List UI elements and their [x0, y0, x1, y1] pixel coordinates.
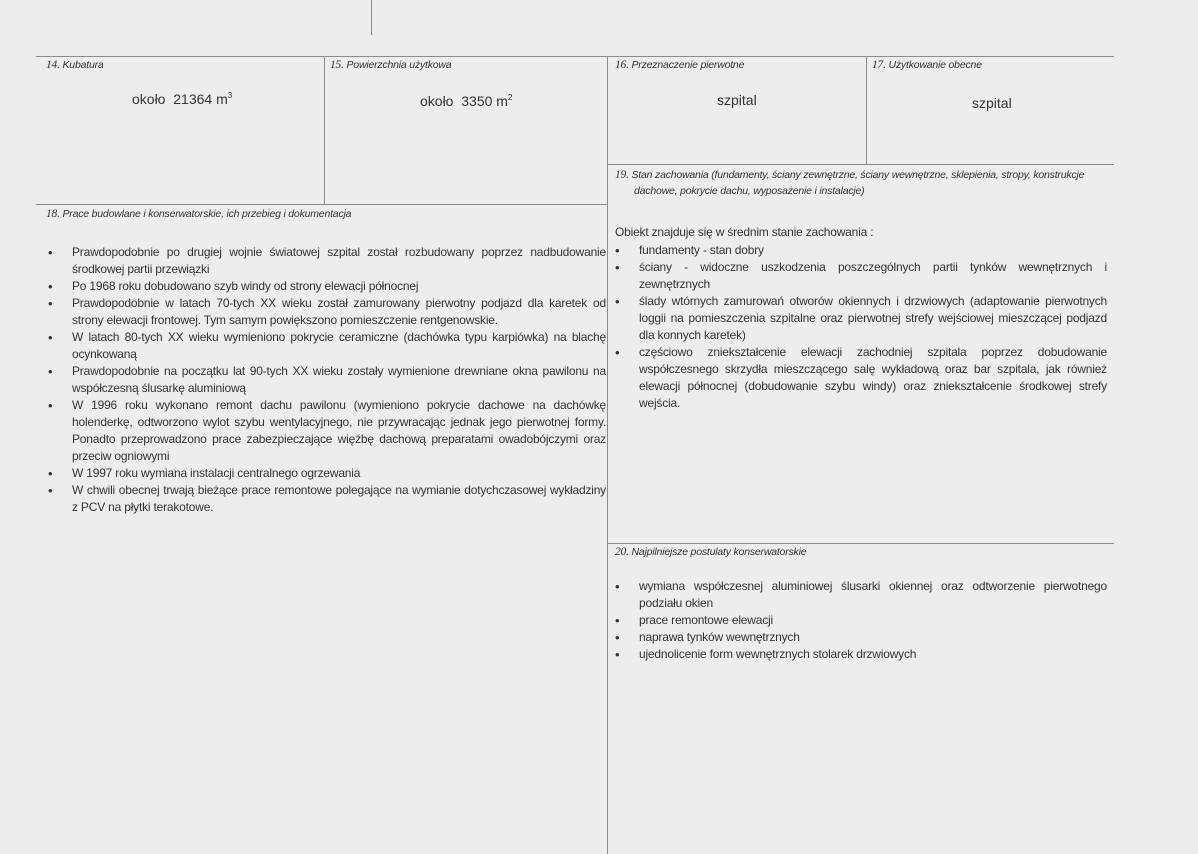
top-border: [36, 56, 1114, 57]
list-item: • częściowo zniekształcenie elewacji zachodniej szpitala poprzez dobudowanie współczesnego skrzydła mieszczącego salę wykładową oraz bar szpitala, jak również elewacji północnej (dobudowanie szybu windy) oraz zniekształcenie środkowej strefy wejścia.: [613, 344, 1107, 412]
field14-label-text: Kubatura: [62, 59, 104, 71]
field14-value: [132, 91, 232, 107]
field15-label: [330, 59, 451, 71]
list-item: • ślady wtórnych zamurowań otworów okiennych i drzwiowych (adaptowanie pierwotnych loggii na pomieszczenia szpitalne oraz pierwotnej strefy wejściowej mieszczącej podjazd dla konnych karetek): [613, 293, 1107, 344]
field16-number: 16.: [615, 59, 629, 71]
list-item: • Prawdopodobnie na początku lat 90-tych XX wieku zostały wymienione drewniane okna pawilonu na współczesną ślusarkę aluminiową: [46, 363, 606, 397]
field20-number: 20.: [615, 546, 629, 558]
list-item: • W 1997 roku wymiana instalacji centralnego ogrzewania: [46, 465, 606, 482]
top-stub-line: [371, 0, 372, 35]
field15-unit: m: [496, 93, 508, 109]
field15-label-text: Powierzchnia użytkowa: [346, 59, 452, 71]
list-item: • W 1996 roku wykonano remont dachu pawilonu (wymieniono pokrycie dachowe na dachówkę holenderkę, odtworzono wylot szybu wentylacyjnego, nie przywracając jednak jego pierwotnej formy. Ponadto przeprowadzono prace zabezpieczające więźbę dachową preparatami owadobójczymi oraz przeciw ogniowymi: [46, 397, 606, 465]
list-item: • wymiana współczesnej aluminiowej ślusarki okiennej oraz odtworzenie pierwotnego podziału okien: [613, 578, 1107, 612]
field15-number: 15.: [330, 59, 344, 71]
field15-value: [420, 93, 512, 109]
field17-number: 17.: [872, 59, 886, 71]
field19-list: [613, 242, 1107, 412]
field14-number-value: 21364: [173, 91, 213, 107]
field20-list: [613, 578, 1107, 663]
field18-number: 18.: [46, 208, 60, 220]
field15-unit-sup: 2: [507, 93, 513, 102]
right-lower-border: [607, 543, 1114, 544]
list-item: • Prawdopodobnie w latach 70-tych XX wieku został zamurowany pierwotny podjazd dla karetek od strony elewacji frontowej. Tym samym powiększono pomieszczenie rentgenowskie.: [46, 295, 606, 329]
left-mid-border: [36, 204, 608, 205]
field14-unit-sup: 3: [227, 91, 233, 100]
field18-label-text: Prace budowlane i konserwatorskie, ich przebieg i dokumentacja: [62, 208, 352, 220]
field19-label-line2: dachowe, pokrycie dachu, wyposażenie i instalacje): [634, 185, 865, 197]
field16-label-text: Przeznaczenie pierwotne: [631, 59, 745, 71]
field17-label: [872, 59, 982, 71]
list-item: • Po 1968 roku dobudowano szyb windy od strony elewacji północnej: [46, 278, 606, 295]
divider-16-17: [866, 56, 867, 164]
field17-label-text: Użytkowanie obecne: [888, 59, 982, 71]
list-item: • W chwili obecnej trwają bieżące prace remontowe polegające na wymianie dotychczasowej wykładziny z PCV na płytki terakotowe.: [46, 482, 606, 516]
list-item: • prace remontowe elewacji: [613, 612, 1107, 629]
field16-label: [615, 59, 744, 71]
field19-number: 19.: [615, 169, 629, 181]
list-item: • fundamenty - stan dobry: [613, 242, 1107, 259]
field17-value: szpital: [972, 95, 1012, 111]
field14-unit: m: [216, 91, 228, 107]
list-item: • ujednolicenie form wewnętrznych stolarek drzwiowych: [613, 646, 1107, 663]
list-item: • ściany - widoczne uszkodzenia poszczególnych partii tynków wewnętrznych i zewnętrznych: [613, 259, 1107, 293]
field14-label: [46, 59, 104, 71]
field20-label-text: Najpilniejsze postulaty konserwatorskie: [631, 546, 807, 558]
field19-intro: Obiekt znajduje się w średnim stanie zachowania :: [615, 225, 874, 239]
field14-prefix: około: [132, 91, 166, 107]
field20-label: [615, 546, 806, 558]
list-item: • naprawa tynków wewnętrznych: [613, 629, 1107, 646]
field18-label: [46, 208, 351, 220]
field18-list: [46, 244, 606, 516]
list-item: • W latach 80-tych XX wieku wymieniono pokrycie ceramiczne (dachówka typu karpiówka) na blachę ocynkowaną: [46, 329, 606, 363]
field14-number: 14.: [46, 59, 60, 71]
field16-value: szpital: [717, 92, 757, 108]
field15-number-value: 3350: [461, 93, 493, 109]
list-item: • Prawdopodobnie po drugiej wojnie światowej szpital został rozbudowany poprzez nadbudowanie środkowej partii przewiązki: [46, 244, 606, 278]
right-mid-border: [607, 164, 1114, 165]
field19-label: [615, 167, 1084, 199]
divider-14-15: [324, 56, 325, 204]
field15-prefix: około: [420, 93, 454, 109]
field19-label-line1: Stan zachowania (fundamenty, ściany zewnętrzne, ściany wewnętrzne, sklepienia, stropy, konstrukcje: [631, 169, 1085, 181]
center-divider: [607, 56, 608, 854]
